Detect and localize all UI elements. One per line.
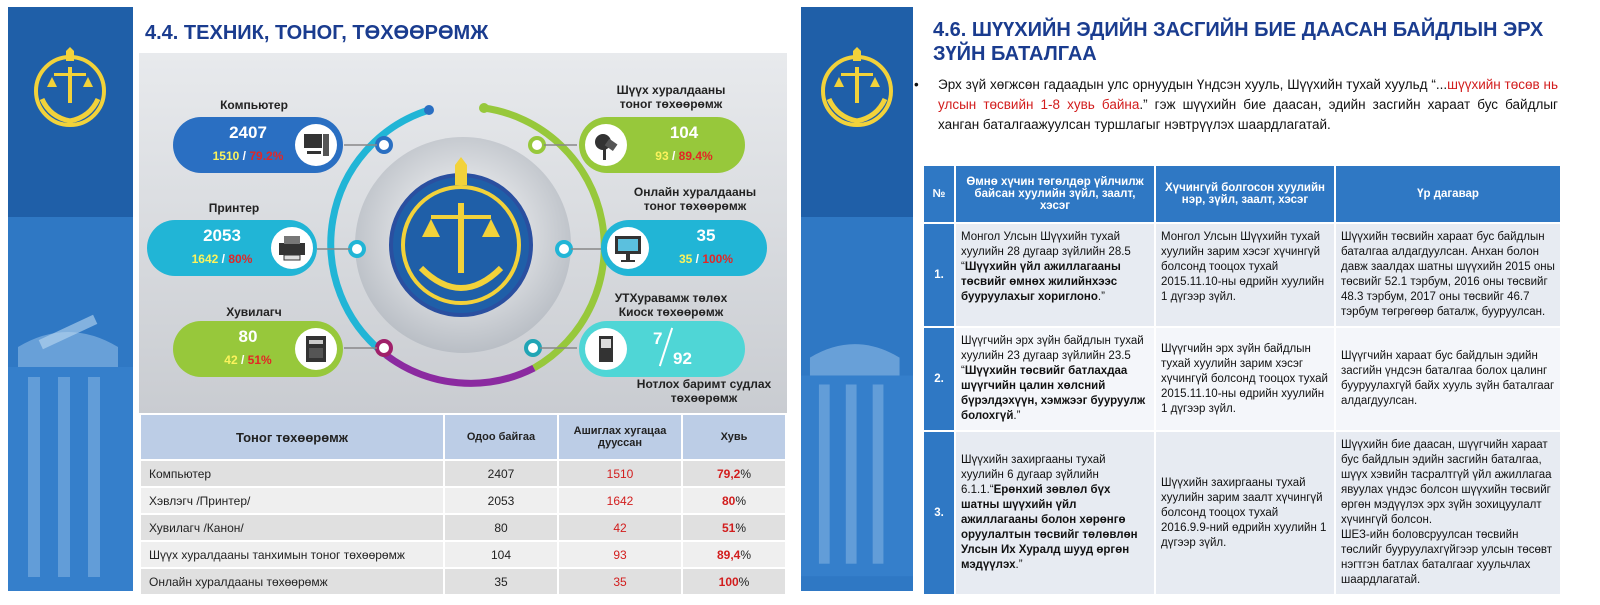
- table-row: Компьютер 2407 1510 79,2%: [140, 460, 786, 487]
- label-computer: Компьютер: [220, 98, 288, 112]
- kiosk-total: 7: [653, 329, 663, 348]
- col-header: Үр дагавар: [1335, 165, 1561, 223]
- legal-changes-table: [922, 164, 1562, 596]
- table-row: Онлайн хуралдааны төхөөрөмж 35 35 100%: [140, 568, 786, 595]
- slide-budget-guarantee: [801, 7, 1592, 591]
- label-kiosk: УТХуравамж төлөх Киоск төхөөрөмж: [614, 291, 728, 319]
- col-header: Тоног төхөөрөмж: [140, 414, 444, 460]
- label-printer: Принтер: [208, 201, 260, 215]
- page-title: 4.4. ТЕХНИК, ТОНОГ, ТӨХӨӨРӨМЖ: [145, 22, 489, 44]
- pill-copier: [173, 321, 343, 377]
- table-row: 3. Шүүхийн захиргааны тухай хуулийн 6 дугаар зүйлийн 6.1.1.“Ерөнхий зөвлөл бүх шатны шүүхийн үйл ажиллагааны болон хөрөнгө оруулалтын төсвийг төлөвлөн Улсын Их Хуралд шууд өргөн мэдүүлэх.” Шүүхийн захиргааны тухай хуулийн зарим заалт хүчингүй болсонд тооцох тухай 2016.9.9-ний өдрийн хуулийн 1 дүгээр зүйл. Шүүхийн бие даасан, шүүгчийн хараат бус байдлын эдийн засгийн баталгаа, шүүх хэвийн тасралтгүй үйл ажиллагаа явуулах үндэс болсон шүүхийн төсвийг өргөн мэдүүлэх эрх зүйн зохицуулалт хүчингүй болсон. ШЕЗ-ийн боловсруулсан төсвийн төслийг бууруулахгүйгээр улсын төсөвт нэгтгэн батлах баталгааг хуульчлах шаардлагатай.: [923, 431, 1561, 595]
- online-equipment-total: 35: [696, 226, 716, 245]
- col-header: Хүчингүй болгосон хуулийн нэр, зүйл, заалт, хэсэг: [1155, 165, 1335, 223]
- court-emblem-icon: [817, 47, 897, 131]
- pill-kiosk: [579, 321, 745, 377]
- pill-online-equipment: [601, 220, 767, 276]
- bullet-dot: •: [914, 77, 919, 92]
- kiosk-icon: [585, 328, 627, 370]
- equipment-infographic: [139, 53, 787, 413]
- pill-court-equipment: [579, 117, 745, 173]
- equipment-table: [139, 413, 787, 596]
- label-copier: Хувилагч: [226, 305, 282, 319]
- pillar-icon: [801, 307, 913, 591]
- label-evidence-device: Нотлох баримт судлах төхөөрөмж: [636, 377, 772, 405]
- pill-printer: [147, 220, 317, 276]
- label-court-equipment: Шүүх хуралдааны тоног төхөөрөмж: [616, 83, 726, 111]
- col-header: Хувь: [682, 414, 786, 460]
- printer-sub: 1642 / 80%: [191, 252, 253, 266]
- computer-total: 2407: [229, 123, 267, 142]
- col-header: №: [923, 165, 955, 223]
- label-online-equipment: Онлайн хуралдааны тоног төхөөрөмж: [633, 185, 757, 213]
- copier-total: 80: [238, 327, 258, 346]
- printer-total: 2053: [203, 226, 241, 245]
- table-row: 1. Монгол Улсын Шүүхийн тухай хуулийн 28 дугаар зүйлийн 28.5 “Шүүхийн үйл ажиллагааны төсвийг өмнөх жилийнхээс бууруулахыг хориглоно.” Монгол Улсын Шүүхийн тухай хуулийн зарим хэсэг хүчингүй болсонд тооцох тухай 2015.11.10-ны өдрийн хуулийн 1 дүгээр зүйл. Шүүхийн төсвийн хараат бус байдлын баталгаа алдагдуулсан. Анхан болон давж заалдах шатны шүүхийн 2015 оны төсвийг 52.1 тэрбум, 2016 оны төсвийг 48.3 тэрбум, 2017 оны төсвийг 46.7 тэрбум төгрөгөөр баталж, бууруулсан.: [923, 223, 1561, 327]
- copier-sub: 42 / 51%: [224, 353, 272, 367]
- copier-icon: [295, 328, 337, 370]
- intro-bullet: • Эрх зүй хөгжсөн гадаадын улс орнуудын Үндсэн хууль, Шүүхийн тухай хуульд “...шүүхийн төсөв нь улсын төсвийн 1-8 хувь байна.” гэж шүүхийн бие даасан, эдийн засгийн хараат бус байдлыг ханган баталгаажуулсан туршлагыг нэвтрүүлэх шаардлагатай.: [914, 77, 1558, 132]
- computer-icon: [295, 124, 337, 166]
- printer-icon: [271, 227, 313, 269]
- online-equipment-sub: 35 / 100%: [678, 252, 734, 266]
- table-row: Хувилагч /Канон/ 80 42 51%: [140, 514, 786, 541]
- sidebar: [8, 7, 133, 591]
- kiosk-sub: 92: [673, 349, 692, 368]
- computer-sub: 1510 / 79.2%: [212, 149, 284, 163]
- table-row: Хэвлэгч /Принтер/ 2053 1642 80%: [140, 487, 786, 514]
- col-header: Өмнө хүчин төгөлдөр үйлчилж байсан хуулийн зүйл, заалт, хэсэг: [955, 165, 1155, 223]
- slide-equipment: [8, 7, 793, 591]
- sidebar: [801, 7, 913, 591]
- col-header: Ашиглах хугацаа дуусcан: [558, 414, 682, 460]
- table-row: Шүүх хуралдааны танхимын тоног төхөөрөмж 104 93 89,4%: [140, 541, 786, 568]
- court-equipment-total: 104: [669, 123, 699, 142]
- col-header: Одоо байгаа: [444, 414, 558, 460]
- page-title: 4.6. ШҮҮХИЙН ЭДИЙН ЗАСГИЙН БИЕ ДААСАН БАЙДЛЫН ЭРХ ЗҮЙН БАТАЛГАА: [933, 19, 1544, 65]
- pillar-icon: [8, 307, 133, 591]
- court-equipment-sub: 93 / 89.4%: [655, 149, 713, 163]
- court-emblem-icon: [30, 47, 110, 131]
- table-row: 2. Шүүгчийн эрх зүйн байдлын тухай хуулийн 23 дугаар зүйлийн 23.5 “Шүүхийн төсвийг батлахдаа шүүгчийн цалин хөлсний бүрэлдэхүүн, хэмжээг бууруулж болохгүй.” Шүүгчийн эрх зүйн байдлын тухай хуулийн зарим хэсэг хүчингүй болсонд тооцох тухай 2015.11.10-ны өдрийн хуулийн 1 дүгээр зүйл. Шүүгчийн хараат бус байдлын эдийн засгийн үндсэн баталгаа болох цалинг бууруулахгүй байх хууль зүйн баталгааг алдагдуулсан.: [923, 327, 1561, 431]
- pill-computer: [173, 117, 343, 173]
